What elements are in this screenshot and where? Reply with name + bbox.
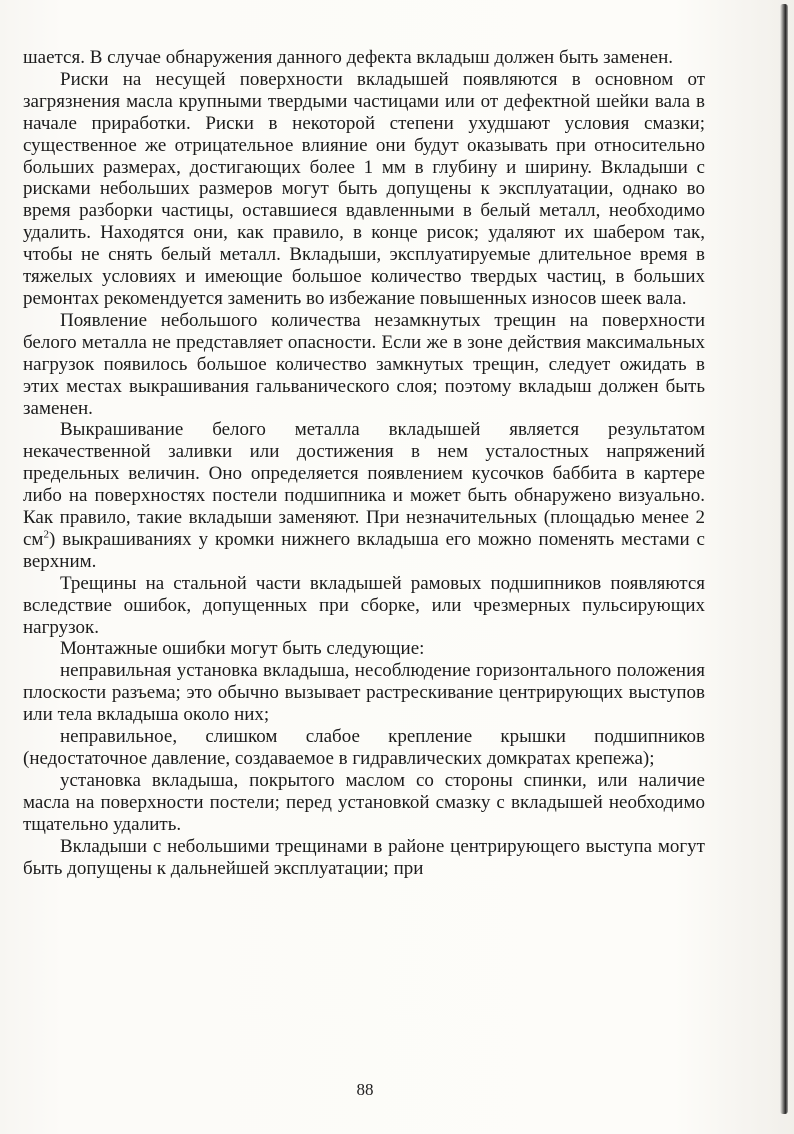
paragraph-2: Риски на несущей поверхности вкладышей появляются в основном от загрязнения масла крупными твердыми частицами или от дефектной шейки вала в начале приработки. Риски в некоторой степени ухудшают условия смазки; существенное же отрицательное влияние они будут оказывать при относительно больших размерах, достигающих более 1 мм в глубину и ширину. Вкладыши с рисками небольших размеров могут быть допущены к эксплуатации, однако во время разборки частицы, оставшиеся вдавленными в белый металл, необходимо удалить. Находятся они, как правило, в конце рисок; удаляют их шабером так, чтобы не снять белый металл. Вкладыши, эксплуатируемые длительное время в тяжелых условиях и имеющие большое количество твердых частиц, в больших ремонтах рекомендуется заменить во избежание повышенных износов шеек вала. [23,68,705,309]
body-text [23,47,705,879]
page-edge-shadow [780,4,788,1114]
paragraph-1: шается. В случае обнаружения данного дефекта вкладыш должен быть заменен. [23,47,674,68]
paragraph-6: Монтажные ошибки могут быть следующие: [60,638,425,660]
paragraph-4-text-start: Выкрашивание белого металла вкладышей является результатом некачественной заливки или достижения в нем усталостных напряжений предельных величин. Оно определяется появлением кусочков баббита в картере либо на поверхностях постели подшипника и может быть обнаружено визуально. Как правило, такие вкладыши заменяют. При незначительных (площадью менее 2 см [23,419,705,550]
paragraph-4 [23,419,705,572]
paragraph-7: неправильная установка вкладыша, несоблюдение горизонтального положения плоскости разъема; это обычно вызывает растрескивание центрирующих выступов или тела вкладыша около них; [23,660,705,726]
paragraph-5: Трещины на стальной части вкладышей рамовых подшипников появляются вследствие ошибок, допущенных при сборке, или чрезмерных пульсирующих нагрузок. [23,572,705,638]
page-number: 88 [356,1080,374,1099]
paragraph-4-text-end: ) выкрашиваниях у кромки нижнего вкладыша его можно поменять местами с верхним. [23,528,705,572]
paragraph-8: неправильное, слишком слабое крепление крышки подшипников (недостаточное давление, создаваемое в гидравлических домкратах крепежа); [23,726,705,769]
superscript-two: 2 [43,528,49,541]
paragraph-3: Появление небольшого количества незамкнутых трещин на поверхности белого металла не представляет опасности. Если же в зоне действия максимальных нагрузок появилось большое количество замкнутых трещин, следует ожидать в этих местах выкрашивания гальванического слоя; поэтому вкладыш должен быть заменен. [23,309,705,419]
paragraph-10: Вкладыши с небольшими трещинами в районе центрирующего выступа могут быть допущены к дальнейшей эксплуатации; при [23,835,705,879]
paragraph-9: установка вкладыша, покрытого маслом со стороны спинки, или наличие масла на поверхности постели; перед установкой смазку с вкладышей необходимо тщательно удалить. [23,769,705,835]
